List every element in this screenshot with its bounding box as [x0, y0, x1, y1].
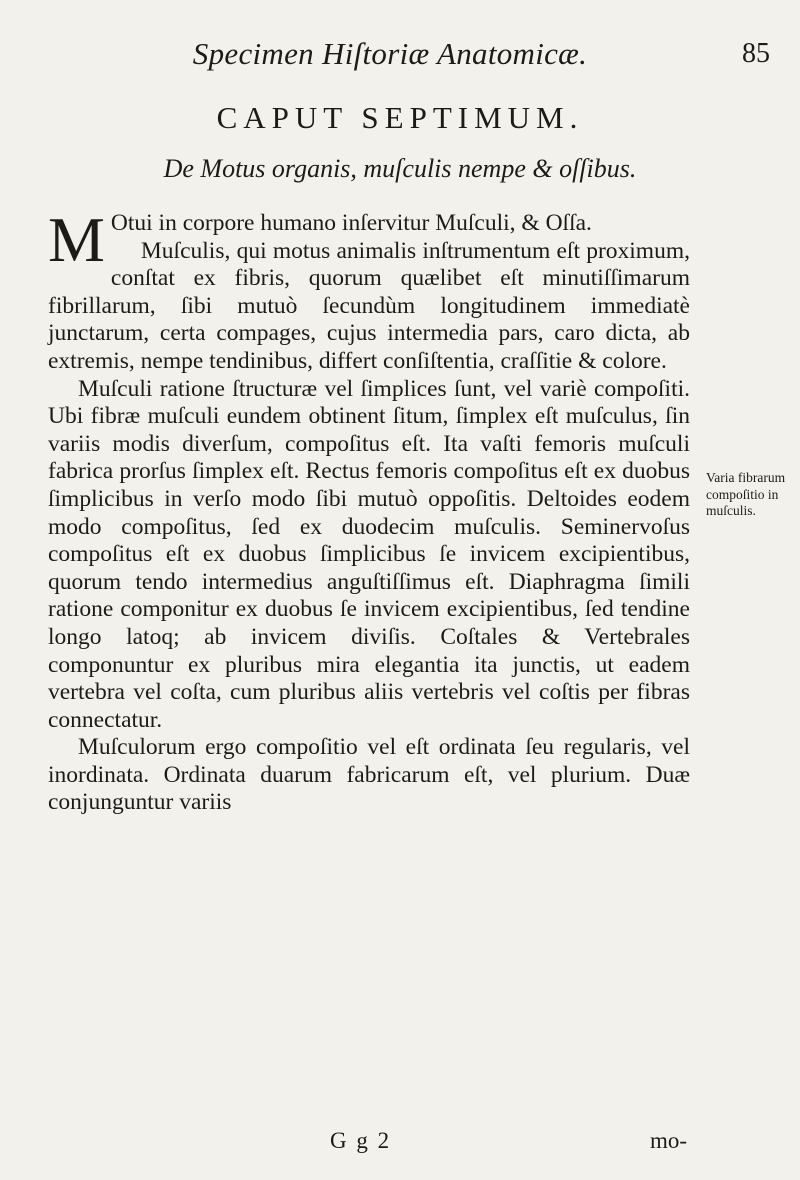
catchword: mo-: [650, 1128, 688, 1153]
margin-note: Varia fibrarum compoſitio in muſculis.: [706, 470, 786, 518]
chapter-title: CAPUT SEPTIMUM.: [216, 100, 584, 135]
page-footer: [48, 1128, 698, 1158]
page-header: [0, 30, 800, 80]
paragraph-1-text: Otui in corpore humano inſervitur Muſculi, & Oſſa.: [110, 210, 592, 236]
paragraph-2: Muſculis, qui motus animalis inſtrumentum eſt proximum, conſtat ex fibris, quorum quælibet eſt minutiſſimarum fibrillarum, ſibi mutuò ſecundùm longitudinem immediatè junctarum, certa compages, cujus intermedia pars, caro dicta, ab extremis, nempe tendinibus, differt conſiſtentia, craſſitie & colore.: [48, 237, 690, 374]
chapter-subtitle: De Motus organis, muſculis nempe & oſſibus.: [163, 154, 637, 183]
paragraph-1: [48, 204, 690, 275]
body-text: [48, 204, 690, 817]
page-number: 85: [742, 38, 770, 69]
paragraph-4: Muſculorum ergo compoſitio vel eſt ordinata ſeu regularis, vel inordinata. Ordinata duarum fabricarum eſt, vel plurium. Duæ conjunguntur variis: [48, 734, 690, 816]
running-title: Specimen Hiſtoriæ Anatomicæ.: [192, 36, 588, 71]
signature-mark: G g 2: [330, 1128, 392, 1153]
paragraph-3: Muſculi ratione ſtructuræ vel ſimplices ſunt, vel variè compoſiti. Ubi fibræ muſculi eundem obtinent ſitum, ſimplex eſt muſculus, ſin variis modis diverſum, compoſitus eſt. Ita vaſti femoris muſculi fabrica prorſus ſimplex eſt. Rectus femoris compoſitus eſt ex duobus ſimplicibus in verſo modo ſibi mutuò oppoſitis. Deltoides eodem modo compoſitus, ſed ex duodecim muſculis. Seminervoſus compoſitus eſt ex duobus ſimplicibus ſe invicem excipientibus, quorum tendo intermedius anguſtiſſimus eſt. Diaphragma ſimili ratione componitur ex duobus ſe invicem excipientibus, ſed tendine longo latoq; ab invicem diviſis. Coſtales & Vertebrales componuntur ex pluribus mira elegantia ita junctis, ut eadem vertebra vel coſta, cum pluribus aliis vertebris vel coſtis per fibras connectatur.: [48, 375, 690, 733]
drop-cap: M: [48, 204, 105, 275]
